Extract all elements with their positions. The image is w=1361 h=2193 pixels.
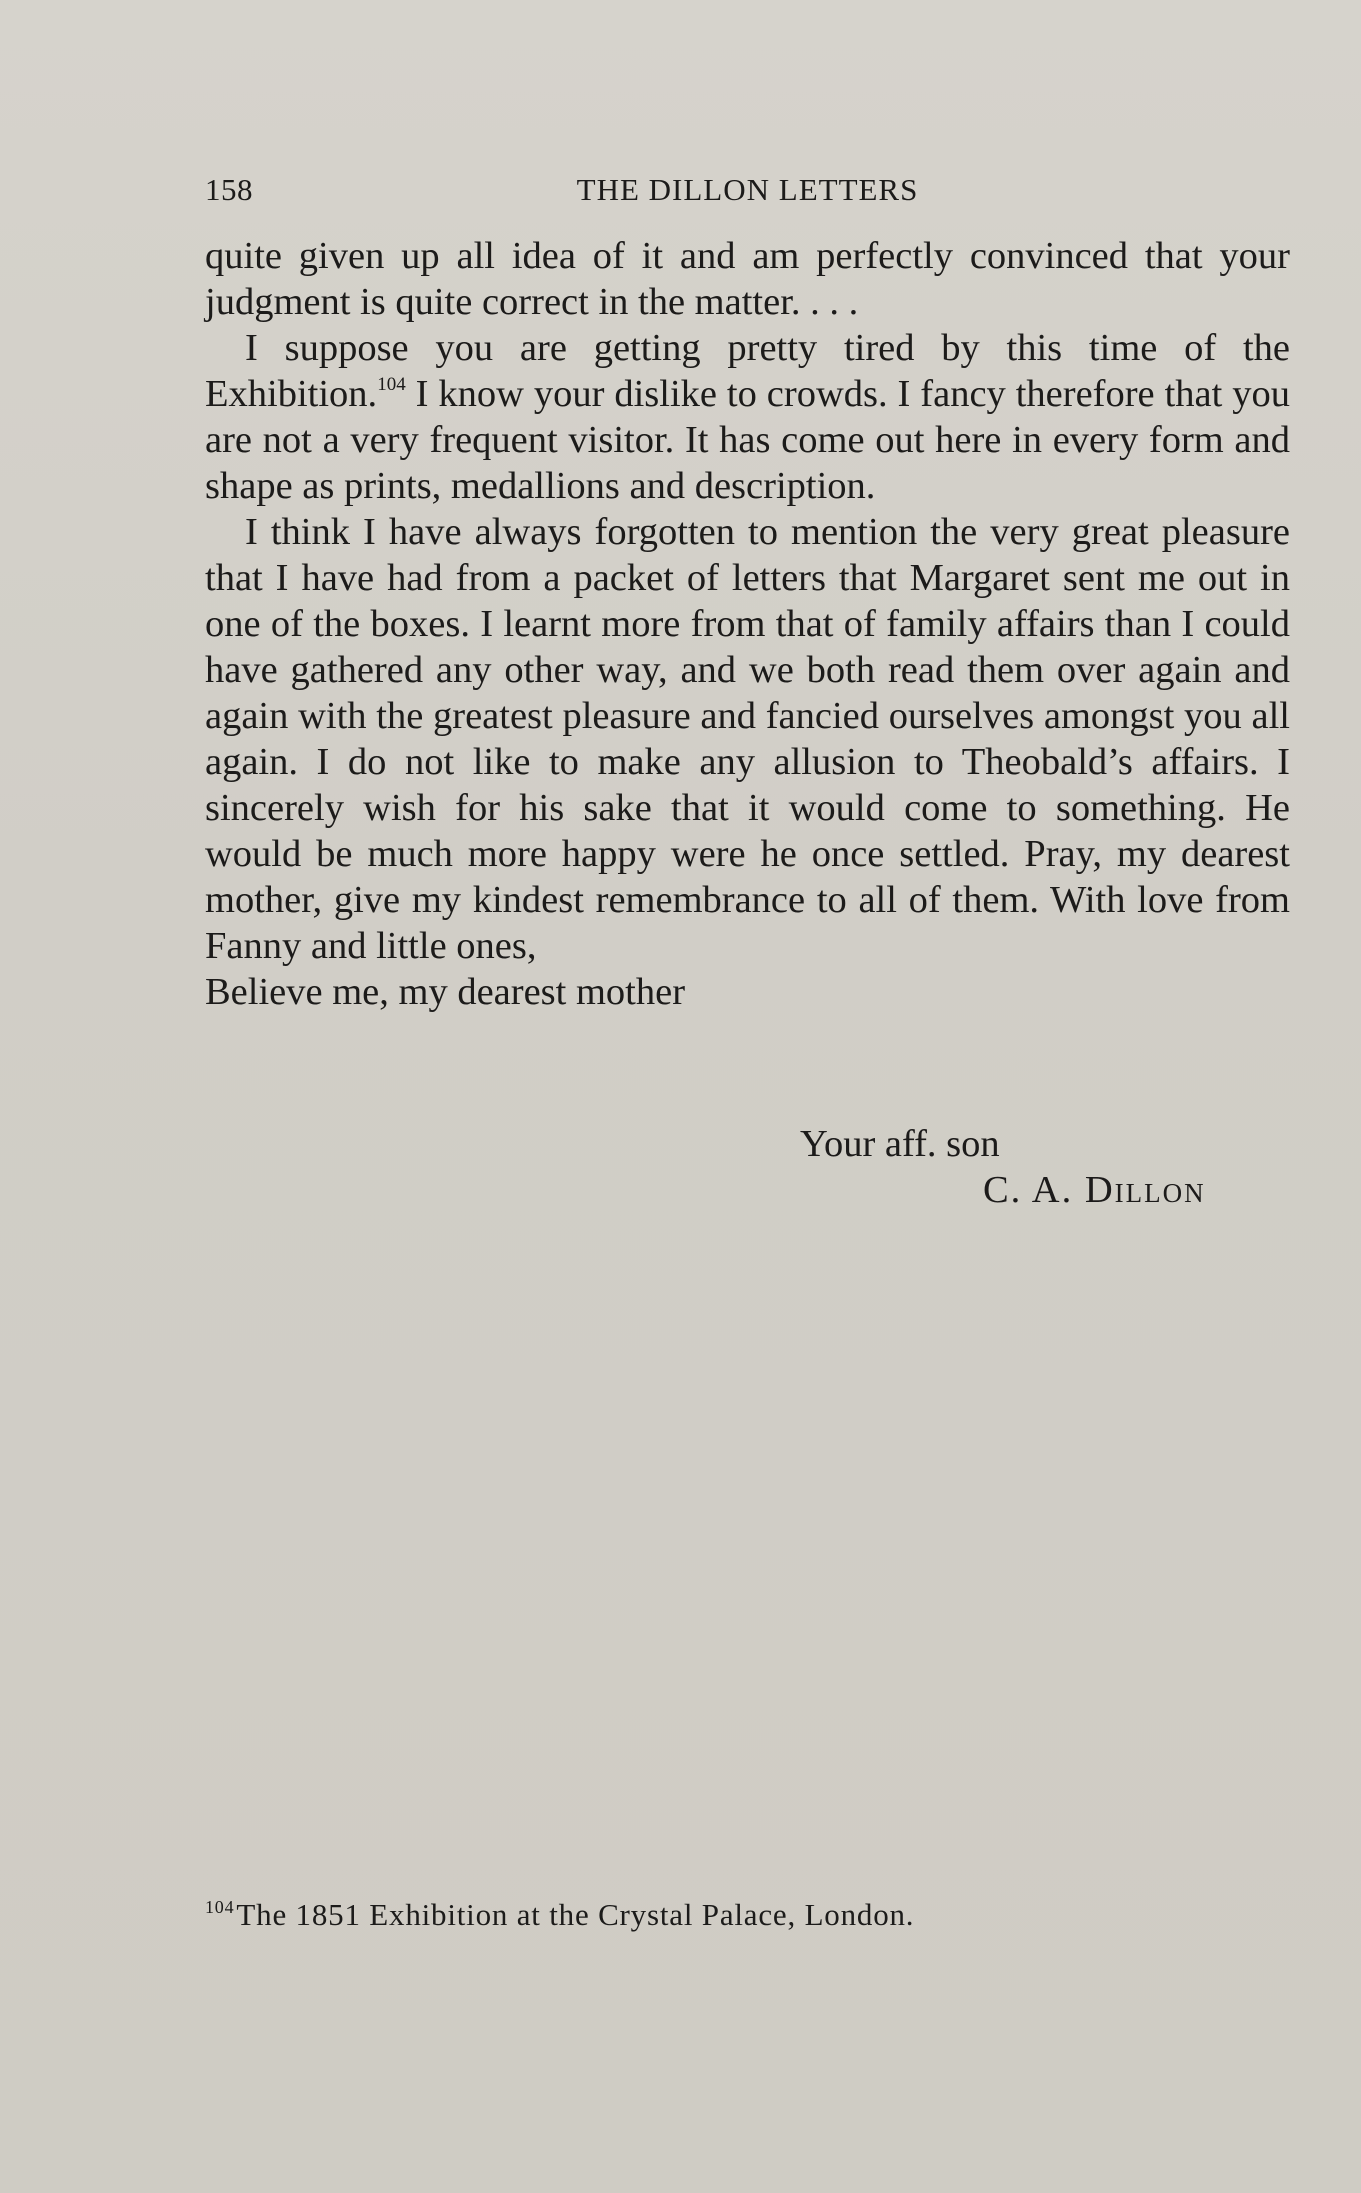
letter-body bbox=[205, 233, 1290, 1015]
paragraph-exhibition bbox=[205, 325, 1290, 509]
running-head bbox=[205, 172, 1290, 212]
footnote-marker: 104 bbox=[205, 1897, 235, 1917]
paragraph-text: I suppose you are getting pretty tired by this time of the Exhibition. bbox=[205, 327, 1290, 415]
footnote bbox=[205, 1895, 1290, 1935]
paragraph-letters: I think I have always forgotten to mention the very great pleasure that I have had from a packet of letters that Margaret sent me out in one of the boxes. I learnt more from that of family affairs than I could have gathered any other way, and we both read them over again and again with the greatest pleasure and fancied ourselves amongst you all again. I do not like to make any allusion to Theobald’s affairs. I sincerely wish for his sake that it would come to something. He would be much more happy were he once settled. Pray, my dearest mother, give my kindest remembrance to all of them. With love from Fanny and little ones, bbox=[205, 511, 1290, 967]
page-number: 158 bbox=[205, 172, 253, 207]
running-title: THE DILLON LETTERS bbox=[576, 172, 919, 207]
valediction: Your aff. son bbox=[800, 1123, 1000, 1165]
paragraph-believe-me: Believe me, my dearest mother bbox=[205, 971, 686, 1013]
signature: C. A. Dillon bbox=[983, 1169, 1206, 1211]
letter-closing bbox=[800, 1121, 1206, 1213]
footnote-text: The 1851 Exhibition at the Crystal Palace, London. bbox=[236, 1897, 915, 1932]
paragraph-text: I know your dislike to crowds. I fancy therefore that you are not a very frequent visitor. It has come out here in every form and shape as prints, medallions and description. bbox=[205, 373, 1290, 507]
footnote-reference[interactable]: 104 bbox=[377, 374, 406, 395]
paragraph-continuation: quite given up all idea of it and am perfectly convinced that your judgment is quite correct in the matter. . . . bbox=[205, 235, 1290, 323]
